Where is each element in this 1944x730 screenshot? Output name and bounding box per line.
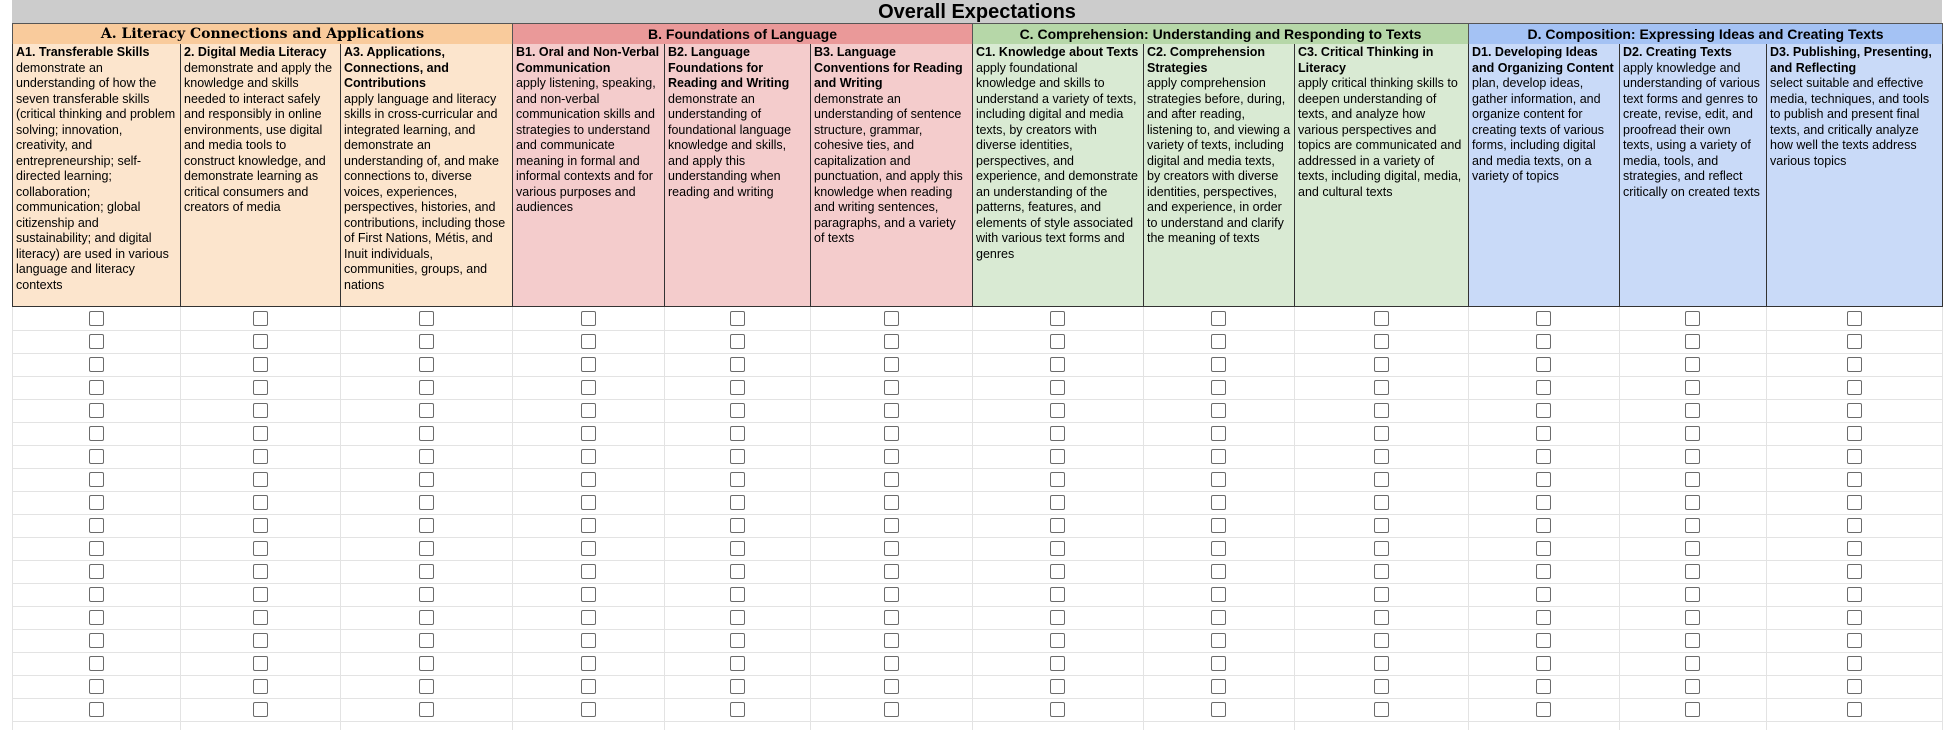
checkbox[interactable] <box>419 334 434 349</box>
checkbox[interactable] <box>89 656 104 671</box>
checkbox[interactable] <box>1211 702 1226 717</box>
checkbox[interactable] <box>89 426 104 441</box>
expectation-heading: B1. Oral and Non-Verbal Communication <box>516 45 660 75</box>
checkbox[interactable] <box>1536 380 1551 395</box>
checkbox[interactable] <box>1211 403 1226 418</box>
checkbox[interactable] <box>1847 610 1862 625</box>
expectation-cell-d1[interactable] <box>1468 44 1620 307</box>
expectation-body: demonstrate an understanding of sentence structure, grammar, cohesive ties, and capitalization and punctuation, and apply this knowledge when reading and writing sentences, paragraphs, and a variety of texts <box>814 91 963 245</box>
checkbox-row <box>12 307 1942 331</box>
checkbox[interactable] <box>884 656 899 671</box>
checkbox[interactable] <box>1685 679 1700 694</box>
checkbox[interactable] <box>581 449 596 464</box>
checkbox[interactable] <box>89 633 104 648</box>
checkbox[interactable] <box>1847 334 1862 349</box>
checkbox[interactable] <box>1685 610 1700 625</box>
checkbox[interactable] <box>419 380 434 395</box>
checkbox[interactable] <box>1374 357 1389 372</box>
checkbox[interactable] <box>581 610 596 625</box>
checkbox[interactable] <box>253 564 268 579</box>
expectation-body: demonstrate an understanding of foundational language knowledge and skills, and apply this understanding when reading and writing <box>668 91 792 199</box>
checkbox[interactable] <box>89 449 104 464</box>
checkbox[interactable] <box>730 702 745 717</box>
checkbox[interactable] <box>1685 633 1700 648</box>
checkbox[interactable] <box>1536 449 1551 464</box>
checkbox[interactable] <box>884 357 899 372</box>
checkbox[interactable] <box>1536 357 1551 372</box>
checkbox[interactable] <box>1847 449 1862 464</box>
group-header-d[interactable]: D. Composition: Expressing Ideas and Creating Texts <box>1468 23 1943 45</box>
checkbox[interactable] <box>884 334 899 349</box>
checkbox[interactable] <box>730 541 745 556</box>
checkbox[interactable] <box>884 380 899 395</box>
expectation-body: apply critical thinking skills to deepen understanding of texts, and analyze how various perspectives and topics are communicated and addressed in a variety of texts, including digital, media, and cultural texts <box>1298 76 1462 199</box>
checkbox[interactable] <box>581 380 596 395</box>
checkbox[interactable] <box>89 334 104 349</box>
checkbox-row <box>12 606 1942 630</box>
checkbox[interactable] <box>581 564 596 579</box>
checkbox[interactable] <box>419 472 434 487</box>
checkbox[interactable] <box>1211 495 1226 510</box>
checkbox-row <box>12 353 1942 377</box>
checkbox[interactable] <box>884 679 899 694</box>
checkbox-row <box>12 698 1942 722</box>
checkbox[interactable] <box>1211 633 1226 648</box>
checkbox[interactable] <box>581 587 596 602</box>
checkbox-row <box>12 652 1942 676</box>
checkbox[interactable] <box>1536 334 1551 349</box>
checkbox[interactable] <box>1847 472 1862 487</box>
checkbox[interactable] <box>581 702 596 717</box>
checkbox-row <box>12 422 1942 446</box>
checkbox[interactable] <box>1685 518 1700 533</box>
checkbox[interactable] <box>89 380 104 395</box>
checkbox[interactable] <box>1536 587 1551 602</box>
checkbox[interactable] <box>730 449 745 464</box>
checkbox[interactable] <box>419 495 434 510</box>
checkbox[interactable] <box>1685 334 1700 349</box>
checkbox[interactable] <box>1847 495 1862 510</box>
checkbox[interactable] <box>419 587 434 602</box>
checkbox[interactable] <box>1211 610 1226 625</box>
checkbox[interactable] <box>1374 587 1389 602</box>
expectation-heading: C1. Knowledge about Texts <box>976 45 1139 59</box>
checkbox[interactable] <box>1536 426 1551 441</box>
checkbox[interactable] <box>1685 587 1700 602</box>
checkbox[interactable] <box>1847 426 1862 441</box>
checkbox[interactable] <box>1847 564 1862 579</box>
checkbox[interactable] <box>1050 357 1065 372</box>
checkbox[interactable] <box>1050 587 1065 602</box>
checkbox[interactable] <box>1050 656 1065 671</box>
checkbox[interactable] <box>1050 679 1065 694</box>
checkbox[interactable] <box>419 610 434 625</box>
expectation-body: apply knowledge and understanding of various text forms and genres to create, revise, edit, and proofread their own texts, using a variety of media, tools, and strategies, and reflect critically on created texts <box>1623 60 1760 199</box>
checkbox[interactable] <box>419 357 434 372</box>
expectation-heading: B3. Language Conventions for Reading and Writing <box>814 45 963 90</box>
checkbox[interactable] <box>419 564 434 579</box>
expectation-heading: 2. Digital Media Literacy <box>184 45 327 59</box>
checkbox[interactable] <box>1847 633 1862 648</box>
checkbox[interactable] <box>1536 518 1551 533</box>
expectation-body: apply listening, speaking, and non-verbal communication skills and strategies to understand and communicate meaning in formal and informal contexts and for various purposes and audiences <box>516 76 656 214</box>
checkbox[interactable] <box>730 357 745 372</box>
checkbox[interactable] <box>253 656 268 671</box>
checkbox-row <box>12 491 1942 515</box>
checkbox[interactable] <box>253 679 268 694</box>
checkbox[interactable] <box>1050 610 1065 625</box>
checkbox[interactable] <box>89 679 104 694</box>
checkbox-row <box>12 468 1942 492</box>
checkbox[interactable] <box>89 541 104 556</box>
checkbox[interactable] <box>419 449 434 464</box>
checkbox[interactable] <box>253 702 268 717</box>
checkbox[interactable] <box>89 311 104 326</box>
expectation-cell-c1[interactable] <box>972 44 1144 307</box>
expectation-cell-b2[interactable] <box>664 44 811 307</box>
checkbox[interactable] <box>1536 633 1551 648</box>
checkbox[interactable] <box>884 311 899 326</box>
expectation-heading: A1. Transferable Skills <box>16 45 150 59</box>
checkbox[interactable] <box>730 380 745 395</box>
checkbox[interactable] <box>730 311 745 326</box>
checkbox[interactable] <box>581 518 596 533</box>
checkbox[interactable] <box>253 633 268 648</box>
checkbox[interactable] <box>1374 426 1389 441</box>
checkbox[interactable] <box>730 518 745 533</box>
checkbox[interactable] <box>1211 472 1226 487</box>
group-header-c[interactable]: C. Comprehension: Understanding and Responding to Texts <box>972 23 1469 45</box>
checkbox[interactable] <box>419 403 434 418</box>
expectation-cell-b3[interactable] <box>810 44 973 307</box>
checkbox[interactable] <box>581 357 596 372</box>
expectation-heading: B2. Language Foundations for Reading and Writing <box>668 45 790 90</box>
expectation-body: apply comprehension strategies before, during, and after reading, listening to, and viewing a variety of texts, including digital and media texts, by creators with diverse identities, perspectives, and experience, in order to understand and clarify the meaning of texts <box>1147 76 1291 245</box>
checkbox[interactable] <box>1374 472 1389 487</box>
checkbox[interactable] <box>884 587 899 602</box>
checkbox[interactable] <box>1536 472 1551 487</box>
checkbox[interactable] <box>1847 380 1862 395</box>
checkbox[interactable] <box>1211 679 1226 694</box>
checkbox[interactable] <box>1211 518 1226 533</box>
checkbox[interactable] <box>1211 311 1226 326</box>
expectation-heading: A3. Applications, Connections, and Contributions <box>344 45 449 90</box>
checkbox[interactable] <box>1211 449 1226 464</box>
checkbox[interactable] <box>1536 311 1551 326</box>
checkbox[interactable] <box>1374 495 1389 510</box>
checkbox[interactable] <box>1050 472 1065 487</box>
checkbox[interactable] <box>89 564 104 579</box>
checkbox[interactable] <box>1211 357 1226 372</box>
checkbox[interactable] <box>1847 541 1862 556</box>
checkbox[interactable] <box>730 472 745 487</box>
checkbox[interactable] <box>1685 380 1700 395</box>
checkbox[interactable] <box>1050 541 1065 556</box>
checkbox-row <box>12 330 1942 354</box>
group-header-a[interactable]: A. Literacy Connections and Applications <box>12 23 513 45</box>
checkbox[interactable] <box>253 426 268 441</box>
checkbox[interactable] <box>1685 426 1700 441</box>
checkbox[interactable] <box>581 403 596 418</box>
sheet-title[interactable]: Overall Expectations <box>12 0 1942 24</box>
checkbox[interactable] <box>730 656 745 671</box>
checkbox[interactable] <box>89 702 104 717</box>
checkbox[interactable] <box>884 403 899 418</box>
checkbox[interactable] <box>1685 656 1700 671</box>
checkbox[interactable] <box>1536 564 1551 579</box>
checkbox[interactable] <box>1847 656 1862 671</box>
checkbox[interactable] <box>253 380 268 395</box>
checkbox[interactable] <box>1050 334 1065 349</box>
checkbox[interactable] <box>1536 495 1551 510</box>
expectation-heading: D2. Creating Texts <box>1623 45 1732 59</box>
checkbox[interactable] <box>1211 564 1226 579</box>
checkbox[interactable] <box>884 564 899 579</box>
checkbox-row <box>12 376 1942 400</box>
checkbox[interactable] <box>581 472 596 487</box>
checkbox[interactable] <box>1050 449 1065 464</box>
checkbox[interactable] <box>89 403 104 418</box>
expectation-body: apply language and literacy skills in cross-curricular and integrated learning, and demonstrate an understanding of, and make connections to, diverse voices, experiences, perspectives, histories, and contributions, including those of First Nations, Métis, and Inuit individuals, communities, groups, and nations <box>344 91 506 292</box>
checkbox[interactable] <box>730 495 745 510</box>
checkbox[interactable] <box>1211 380 1226 395</box>
checkbox[interactable] <box>253 311 268 326</box>
checkbox[interactable] <box>884 610 899 625</box>
checkbox[interactable] <box>419 426 434 441</box>
expectation-heading: C2. Comprehension Strategies <box>1147 45 1266 75</box>
checkbox[interactable] <box>1847 403 1862 418</box>
checkbox[interactable] <box>1374 449 1389 464</box>
checkbox[interactable] <box>1050 426 1065 441</box>
checkbox[interactable] <box>1050 311 1065 326</box>
checkbox[interactable] <box>1374 311 1389 326</box>
checkbox[interactable] <box>1374 541 1389 556</box>
checkbox[interactable] <box>419 702 434 717</box>
checkbox[interactable] <box>1685 564 1700 579</box>
checkbox[interactable] <box>581 311 596 326</box>
checkbox[interactable] <box>730 403 745 418</box>
checkbox[interactable] <box>884 472 899 487</box>
checkbox[interactable] <box>1211 656 1226 671</box>
checkbox-row <box>12 675 1942 699</box>
checkbox[interactable] <box>89 587 104 602</box>
checkbox[interactable] <box>1374 564 1389 579</box>
checkbox[interactable] <box>253 610 268 625</box>
checkbox[interactable] <box>884 495 899 510</box>
checkbox[interactable] <box>1536 403 1551 418</box>
checkbox[interactable] <box>1374 380 1389 395</box>
checkbox[interactable] <box>1536 541 1551 556</box>
checkbox[interactable] <box>581 633 596 648</box>
checkbox[interactable] <box>253 518 268 533</box>
checkbox[interactable] <box>1211 426 1226 441</box>
checkbox[interactable] <box>730 610 745 625</box>
checkbox[interactable] <box>1685 311 1700 326</box>
checkbox[interactable] <box>884 541 899 556</box>
checkbox[interactable] <box>1374 518 1389 533</box>
checkbox[interactable] <box>1536 702 1551 717</box>
checkbox[interactable] <box>1847 587 1862 602</box>
checkbox[interactable] <box>1685 403 1700 418</box>
checkbox-row <box>12 514 1942 538</box>
expectation-cell-d3[interactable] <box>1766 44 1943 307</box>
checkbox[interactable] <box>1374 656 1389 671</box>
checkbox[interactable] <box>1685 472 1700 487</box>
checkbox[interactable] <box>89 495 104 510</box>
checkbox[interactable] <box>730 564 745 579</box>
checkbox-row <box>12 560 1942 584</box>
checkbox[interactable] <box>1847 311 1862 326</box>
checkbox[interactable] <box>1374 679 1389 694</box>
checkbox[interactable] <box>419 518 434 533</box>
checkbox[interactable] <box>1847 702 1862 717</box>
checkbox[interactable] <box>581 656 596 671</box>
checkbox[interactable] <box>1847 679 1862 694</box>
checkbox[interactable] <box>1685 449 1700 464</box>
checkbox[interactable] <box>419 679 434 694</box>
checkbox[interactable] <box>1050 564 1065 579</box>
checkbox[interactable] <box>581 334 596 349</box>
checkbox[interactable] <box>1536 679 1551 694</box>
checkbox[interactable] <box>1211 334 1226 349</box>
expectation-body: select suitable and effective media, techniques, and tools to publish and present final texts, and critically analyze how well the texts address various topics <box>1770 76 1930 168</box>
checkbox-row <box>12 399 1942 423</box>
group-header-b[interactable]: B. Foundations of Language <box>512 23 973 45</box>
checkbox[interactable] <box>89 357 104 372</box>
checkbox[interactable] <box>730 679 745 694</box>
checkbox[interactable] <box>253 472 268 487</box>
checkbox[interactable] <box>884 633 899 648</box>
checkbox[interactable] <box>884 449 899 464</box>
checkbox-row <box>12 445 1942 469</box>
checkbox[interactable] <box>884 702 899 717</box>
expectation-cell-d2[interactable] <box>1619 44 1767 307</box>
checkbox[interactable] <box>1536 610 1551 625</box>
checkbox[interactable] <box>1050 380 1065 395</box>
expectation-body: plan, develop ideas, gather information, and organize content for creating texts of various forms, including digital and media texts, on a variety of topics <box>1472 76 1605 183</box>
checkbox[interactable] <box>253 587 268 602</box>
checkbox[interactable] <box>730 633 745 648</box>
checkbox[interactable] <box>419 656 434 671</box>
expectation-heading: D3. Publishing, Presenting, and Reflecting <box>1770 45 1932 75</box>
checkbox[interactable] <box>1050 403 1065 418</box>
checkbox[interactable] <box>1374 403 1389 418</box>
expectation-cell-a1[interactable] <box>12 44 181 307</box>
expectation-body: demonstrate an understanding of how the seven transferable skills (critical thinking and problem solving; innovation, creativity, and entrepreneurship; self-directed learning; collaboration; communication; global citizenship and sustainability; and digital literacy) are used in various language and literacy contexts <box>16 60 176 292</box>
checkbox[interactable] <box>1685 357 1700 372</box>
checkbox[interactable] <box>884 518 899 533</box>
checkbox[interactable] <box>89 472 104 487</box>
checkbox[interactable] <box>419 541 434 556</box>
checkbox[interactable] <box>1374 633 1389 648</box>
checkbox[interactable] <box>89 610 104 625</box>
expectation-heading: C3. Critical Thinking in Literacy <box>1298 45 1434 75</box>
checkbox[interactable] <box>581 679 596 694</box>
checkbox[interactable] <box>1211 587 1226 602</box>
checkbox[interactable] <box>730 587 745 602</box>
checkbox[interactable] <box>253 449 268 464</box>
expectation-cell-a2[interactable] <box>180 44 341 307</box>
checkbox[interactable] <box>1050 633 1065 648</box>
checkbox[interactable] <box>1050 495 1065 510</box>
checkbox[interactable] <box>730 426 745 441</box>
checkbox-row <box>12 537 1942 561</box>
expectation-cell-c2[interactable] <box>1143 44 1295 307</box>
checkbox[interactable] <box>1685 702 1700 717</box>
checkbox[interactable] <box>89 518 104 533</box>
checkbox[interactable] <box>253 541 268 556</box>
checkbox-row <box>12 629 1942 653</box>
checkbox[interactable] <box>253 357 268 372</box>
checkbox[interactable] <box>1050 702 1065 717</box>
checkbox[interactable] <box>1685 495 1700 510</box>
checkbox[interactable] <box>419 311 434 326</box>
checkbox[interactable] <box>1374 610 1389 625</box>
checkbox[interactable] <box>1211 541 1226 556</box>
checkbox[interactable] <box>1847 357 1862 372</box>
checkbox[interactable] <box>1536 656 1551 671</box>
expectation-heading: D1. Developing Ideas and Organizing Content <box>1472 45 1614 75</box>
checkbox[interactable] <box>884 426 899 441</box>
checkbox[interactable] <box>253 334 268 349</box>
expectation-cell-a3[interactable] <box>340 44 513 307</box>
expectation-cell-b1[interactable] <box>512 44 665 307</box>
checkbox[interactable] <box>581 541 596 556</box>
checkbox[interactable] <box>253 403 268 418</box>
checkbox[interactable] <box>1374 702 1389 717</box>
expectation-body: demonstrate and apply the knowledge and skills needed to interact safely and responsibly in online environments, use digital and media tools to construct knowledge, and demonstrate learning as critical consumers and creators of media <box>184 60 333 214</box>
checkbox[interactable] <box>1847 518 1862 533</box>
checkbox-row <box>12 583 1942 607</box>
checkbox[interactable] <box>581 495 596 510</box>
checkbox[interactable] <box>1050 518 1065 533</box>
checkbox[interactable] <box>419 633 434 648</box>
expectation-cell-c3[interactable] <box>1294 44 1469 307</box>
checkbox[interactable] <box>581 426 596 441</box>
grid-column-line <box>1942 307 1943 730</box>
checkbox[interactable] <box>1374 334 1389 349</box>
checkbox[interactable] <box>730 334 745 349</box>
expectation-body: apply foundational knowledge and skills to understand a variety of texts, including digital and media texts, by creators with diverse identities, perspectives, and experience, and demonstrate an understanding of the patterns, features, and elements of style associated with various text forms and genres <box>976 60 1138 261</box>
checkbox[interactable] <box>253 495 268 510</box>
checkbox[interactable] <box>1685 541 1700 556</box>
